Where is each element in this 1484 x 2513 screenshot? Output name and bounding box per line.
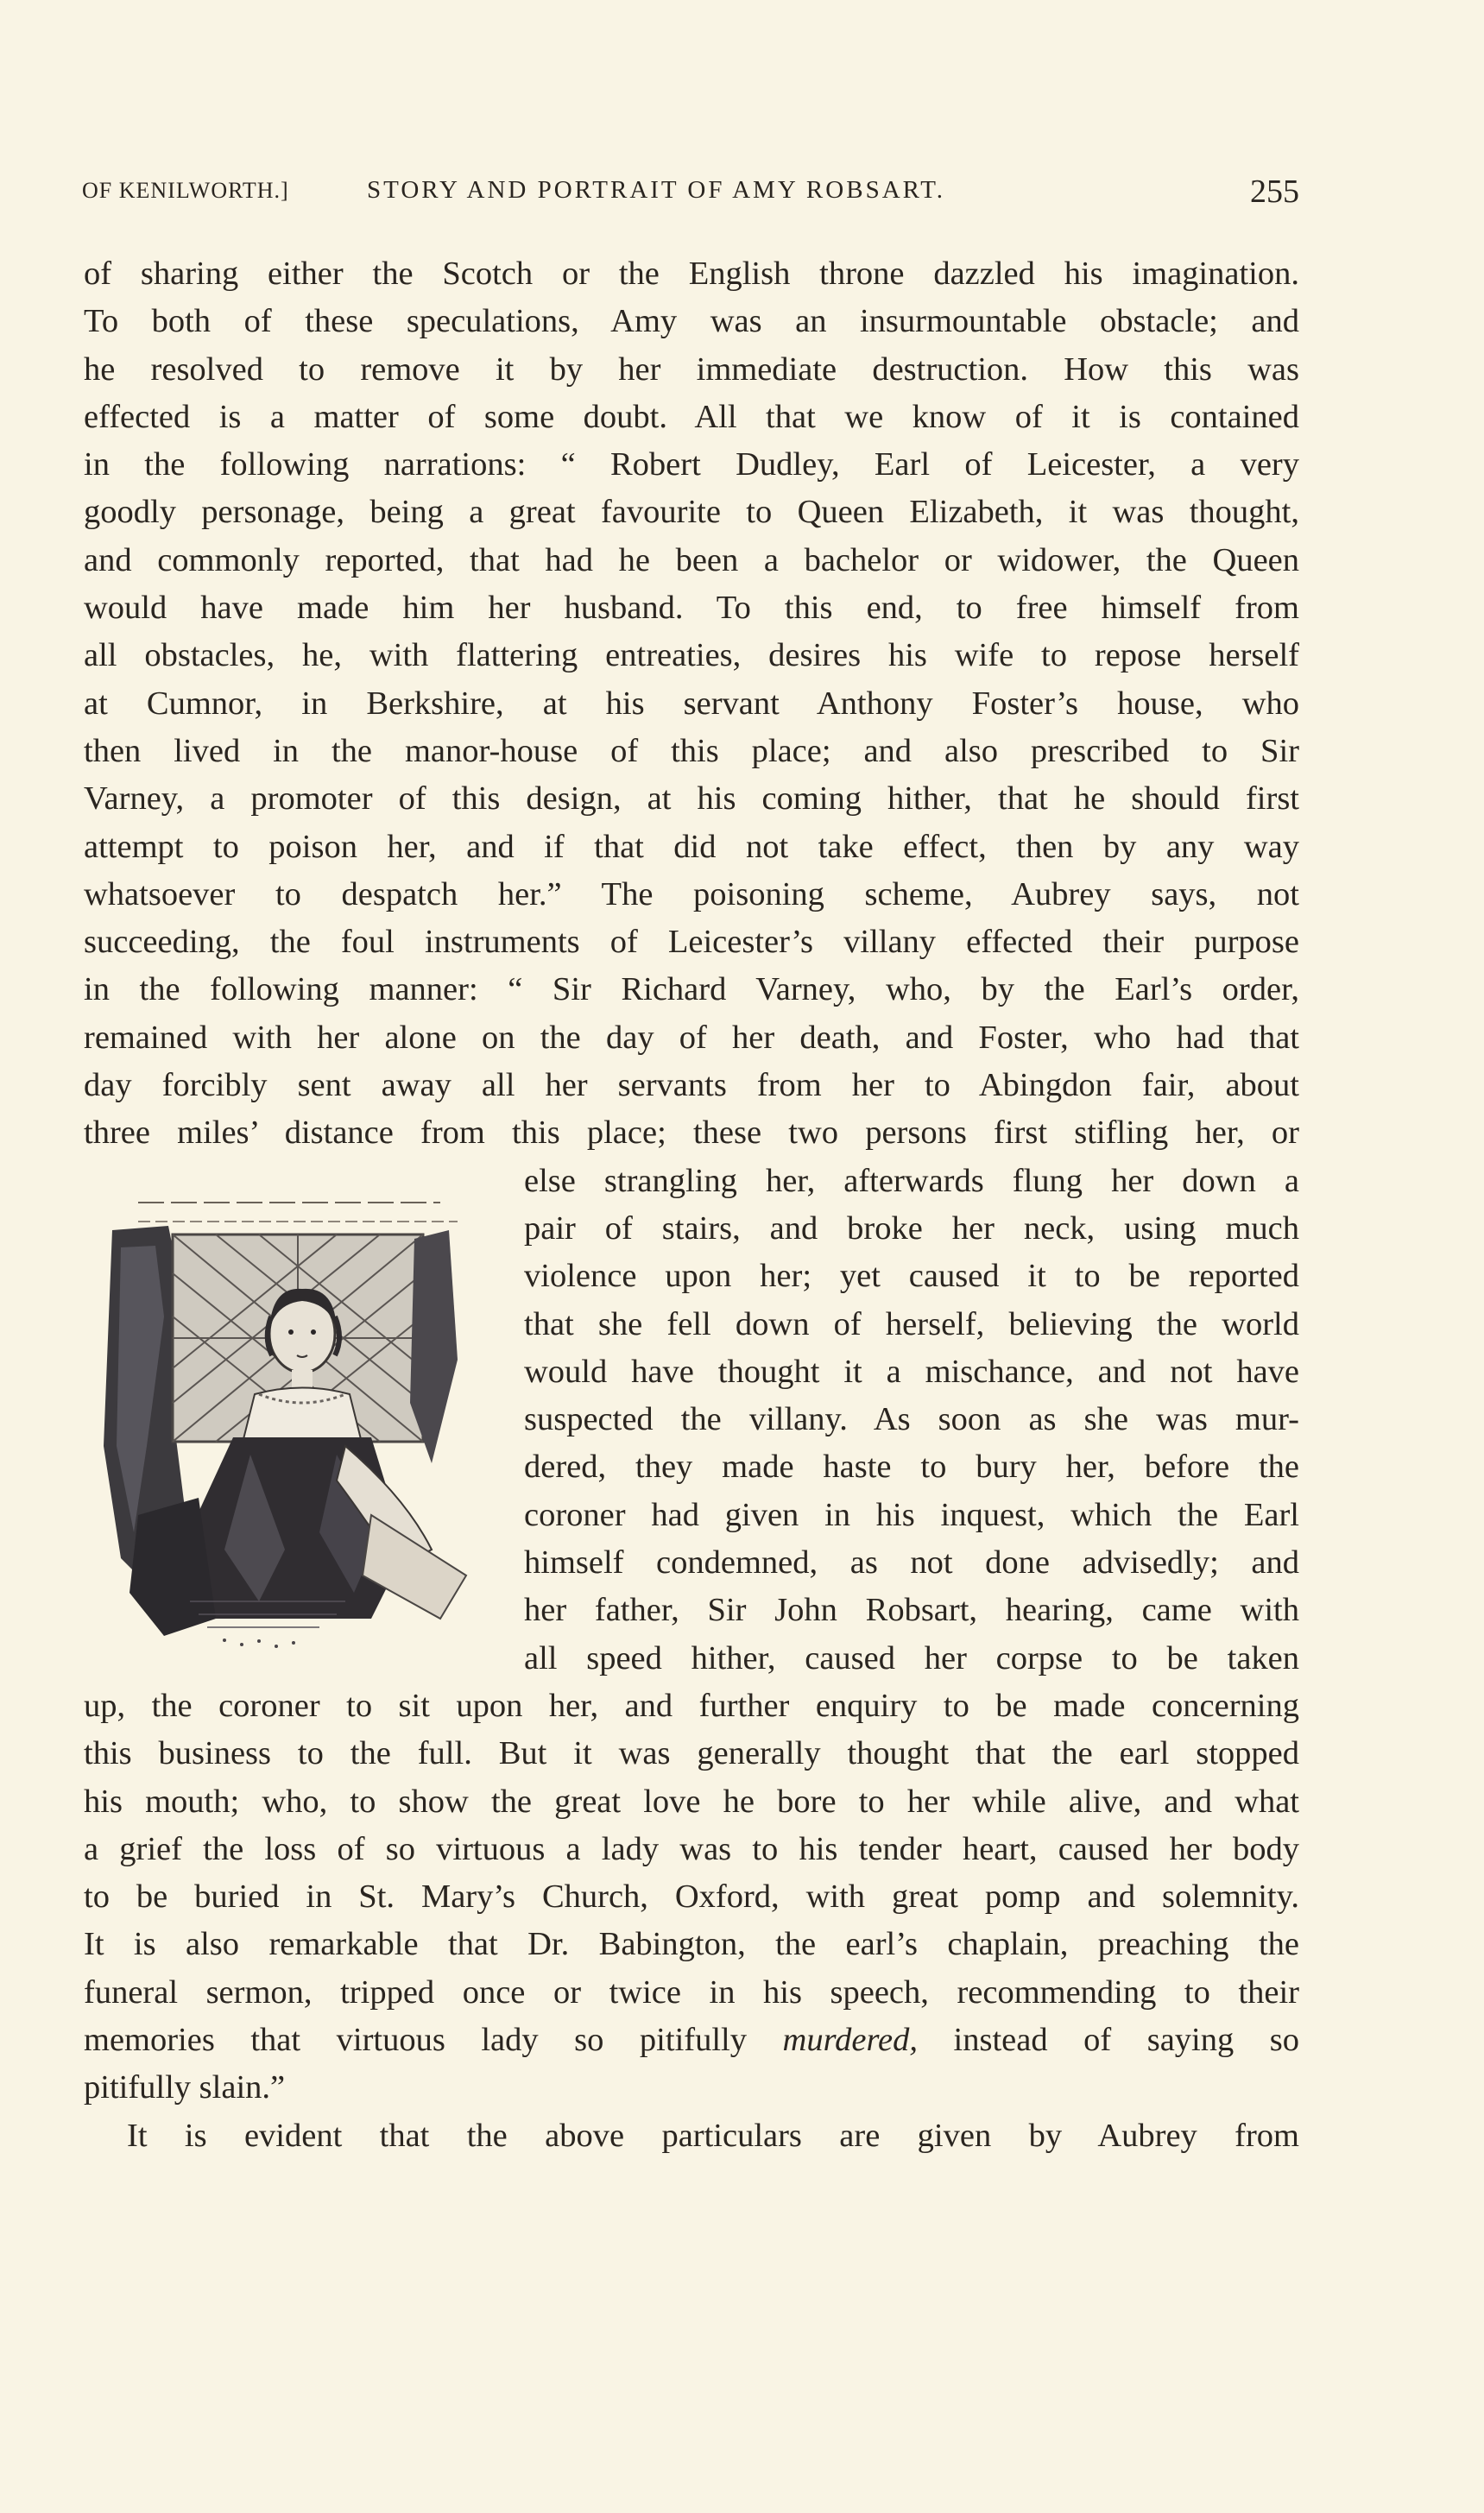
running-head-title: STORY AND PORTRAIT OF AMY ROBSART. <box>367 176 946 204</box>
text-line: to be buried in St. Mary’s Church, Oxford, with great pomp and solemnity. <box>84 1878 1299 1916</box>
text-line: and commonly reported, that had he been a bachelor or widower, the Queen <box>84 541 1299 578</box>
text-line: up, the coroner to sit upon her, and further enquiry to be made concerning <box>84 1687 1299 1724</box>
text-line-wrapped: all speed hither, caused her corpse to be taken <box>524 1639 1299 1676</box>
text-line-wrapped: dered, they made haste to bury her, before the <box>524 1449 1299 1486</box>
text-line: then lived in the manor-house of this place; and also prescribed to Sir <box>84 732 1299 769</box>
text-line: day forcibly sent away all her servants from her to Abingdon fair, about <box>84 1067 1299 1104</box>
text-line-wrapped: her father, Sir John Robsart, hearing, came with <box>524 1592 1299 1629</box>
running-head <box>82 173 1299 216</box>
text-line: at Cumnor, in Berkshire, at his servant Anthony Foster’s house, who <box>84 685 1299 722</box>
text-line-with-italic <box>84 2017 1299 2064</box>
text-line: funeral sermon, tripped once or twice in his speech, recommending to their <box>84 1973 1299 2011</box>
running-head-left: OF KENILWORTH.] <box>82 178 289 203</box>
text-line: in the following narrations: “ Robert Dudley, Earl of Leicester, a very <box>84 446 1299 483</box>
text-line: goodly personage, being a great favourite to Queen Elizabeth, it was thought, <box>84 494 1299 531</box>
text-line: succeeding, the foul instruments of Leicester’s villany effected their purpose <box>84 924 1299 961</box>
text-line: all obstacles, he, with flattering entreaties, desires his wife to repose herself <box>84 637 1299 674</box>
text-line: this business to the full. But it was generally thought that the earl stopped <box>84 1735 1299 1772</box>
new-paragraph-line: It is evident that the above particulars are given by Aubrey from <box>127 2117 1299 2154</box>
italic-line-before: memories that virtuous lady so pitifully <box>84 2021 783 2058</box>
italic-word: murdered, <box>782 2021 918 2058</box>
text-line: Varney, a promoter of this design, at his coming hither, that he should first <box>84 780 1299 818</box>
text-line: a grief the loss of so virtuous a lady was to his tender heart, caused her body <box>84 1830 1299 1867</box>
text-line-wrapped: himself condemned, as not done advisedly; and <box>524 1544 1299 1582</box>
text-line: would have made him her husband. To this end, to free himself from <box>84 590 1299 627</box>
quote-end-line: pitifully slain.” <box>84 2069 286 2106</box>
italic-line-after: instead of saying so <box>917 2021 1299 2058</box>
text-line: To both of these speculations, Amy was an insurmountable obstacle; and <box>84 303 1299 340</box>
text-line-wrapped: pair of stairs, and broke her neck, using much <box>524 1209 1299 1247</box>
text-line: his mouth; who, to show the great love he bore to her while alive, and what <box>84 1783 1299 1820</box>
text-line: he resolved to remove it by her immediate destruction. How this was <box>84 350 1299 388</box>
body-text <box>84 250 1299 2160</box>
text-line: of sharing either the Scotch or the English throne dazzled his imagination. <box>84 256 1299 292</box>
text-line: in the following manner: “ Sir Richard Varney, who, by the Earl’s order, <box>84 971 1299 1008</box>
text-line-wrapped: suspected the villany. As soon as she was mur- <box>524 1401 1299 1438</box>
text-line: three miles’ distance from this place; these two persons first stifling her, or <box>84 1114 1299 1152</box>
text-line: attempt to poison her, and if that did not take effect, then by any way <box>84 828 1299 865</box>
text-line-wrapped: coroner had given in his inquest, which the Earl <box>524 1496 1299 1533</box>
text-line: whatsoever to despatch her.” The poisoning scheme, Aubrey says, not <box>84 875 1299 912</box>
text-line: effected is a matter of some doubt. All that we know of it is contained <box>84 398 1299 435</box>
text-line: remained with her alone on the day of her death, and Foster, who had that <box>84 1019 1299 1056</box>
text-line-wrapped: else strangling her, afterwards flung her down a <box>524 1162 1299 1199</box>
text-line-wrapped: violence upon her; yet caused it to be reported <box>524 1258 1299 1295</box>
page-number: 255 <box>1250 174 1299 210</box>
text-line: It is also remarkable that Dr. Babington, the earl’s chaplain, preaching the <box>84 1926 1299 1963</box>
text-line-wrapped: would have thought it a mischance, and not have <box>524 1353 1299 1390</box>
text-line-wrapped: that she fell down of herself, believing the world <box>524 1305 1299 1342</box>
